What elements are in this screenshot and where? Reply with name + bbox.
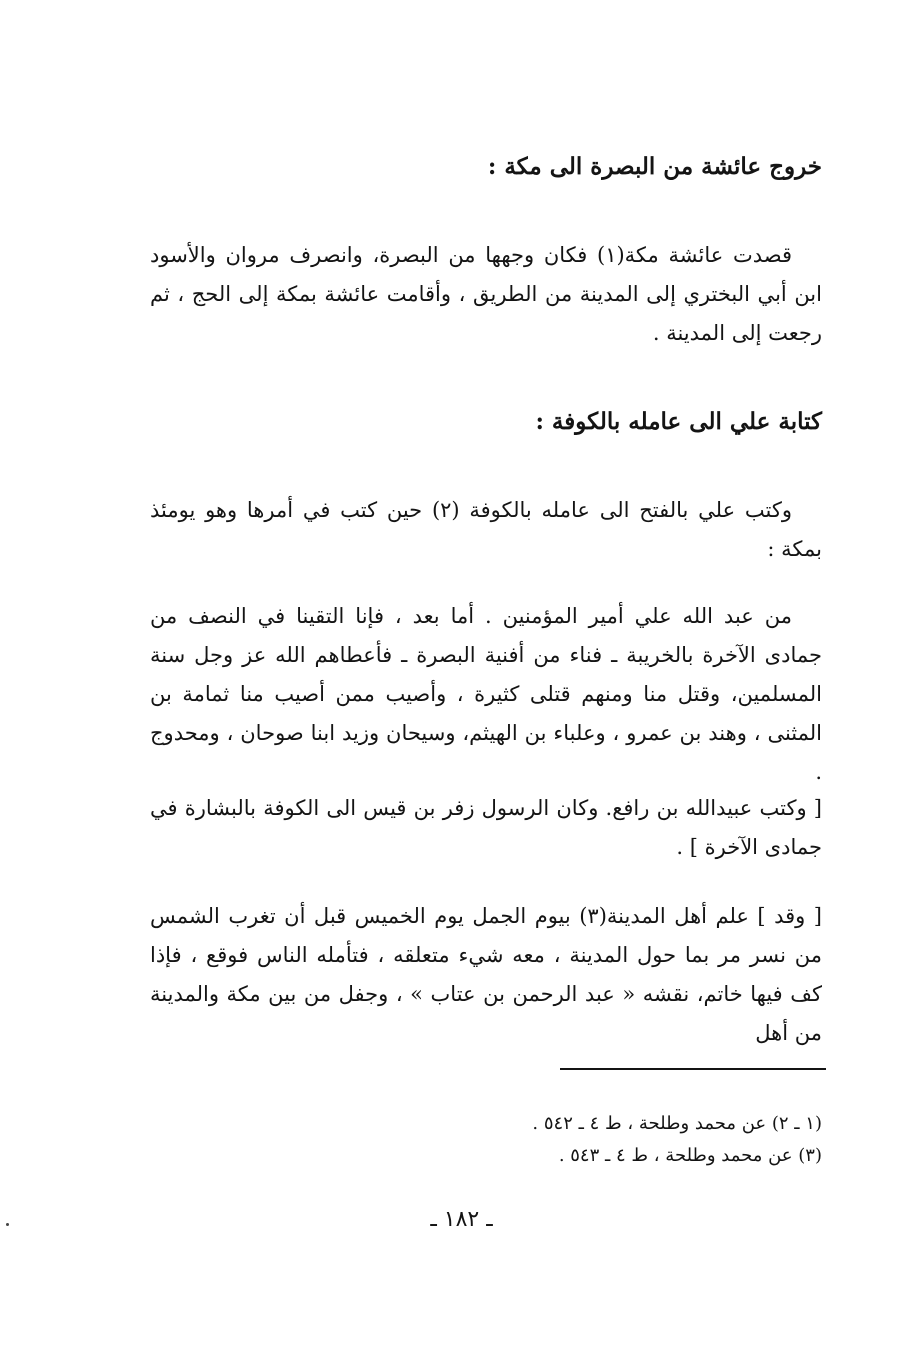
- paragraph-letter-text: من عبد الله علي أمير المؤمنين . أما بعد ، فإنا التقينا في النصف من جمادى الآخرة بالخريبة ـ فناء من أفنية البصرة ـ فأعطاهم الله عز وجل سنة المسلمين، وقتل منا ومنهم قتلى كثيرة ، وأصيب ممن أصيب منا ثمامة بن المثنى ، وهند بن عمرو ، وعلباء بن الهيثم، وسيحان وزيد ابنا صوحان ، ومحدوج .: [150, 604, 822, 784]
- paragraph-medina-news: [ وقد ] علم أهل المدينة(٣) بيوم الجمل يوم الخميس قبل أن تغرب الشمس من نسر مر بما حول المدينة ، معه شيء متعلقه ، فتأمله الناس فوقع ، فإذا كف فيها خاتم، نقشه « عبد الرحمن بن عتاب » ، وجفل من بين مكة والمدينة من أهل: [150, 904, 822, 1045]
- footnote-3: (٣) عن محمد وطلحة ، ط ٤ ـ ٥٤٣ .: [558, 1145, 822, 1166]
- paragraph-ali-letter-intro: وكتب علي بالفتح الى عامله بالكوفة (٢) حين كتب في أمرها وهو يومئذ بمكة :: [150, 498, 822, 561]
- footnotes: [440, 1108, 822, 1172]
- page-number: ـ ١٨٢ ـ: [430, 1207, 493, 1232]
- footnote-1-2: (١ ـ ٢) عن محمد وطلحة ، ط ٤ ـ ٥٤٢ .: [532, 1113, 822, 1134]
- paragraph-aisha-departure: قصدت عائشة مكة(١) فكان وجهها من البصرة، وانصرف مروان والأسود ابن أبي البختري إلى المدينة من الطريق ، وأقامت عائشة بمكة إلى الحج ، ثم رجعت إلى المدينة .: [150, 243, 822, 345]
- footnote-divider: [560, 1068, 826, 1070]
- section-heading-aisha-departure: خروج عائشة من البصرة الى مكة :: [487, 153, 822, 180]
- scan-speck: [6, 1223, 9, 1226]
- section-heading-ali-letter: كتابة علي الى عامله بالكوفة :: [535, 408, 822, 435]
- paragraph-messenger: [ وكتب عبيدالله بن رافع. وكان الرسول زفر بن قيس الى الكوفة بالبشارة في جمادى الآخرة ] .: [150, 796, 822, 859]
